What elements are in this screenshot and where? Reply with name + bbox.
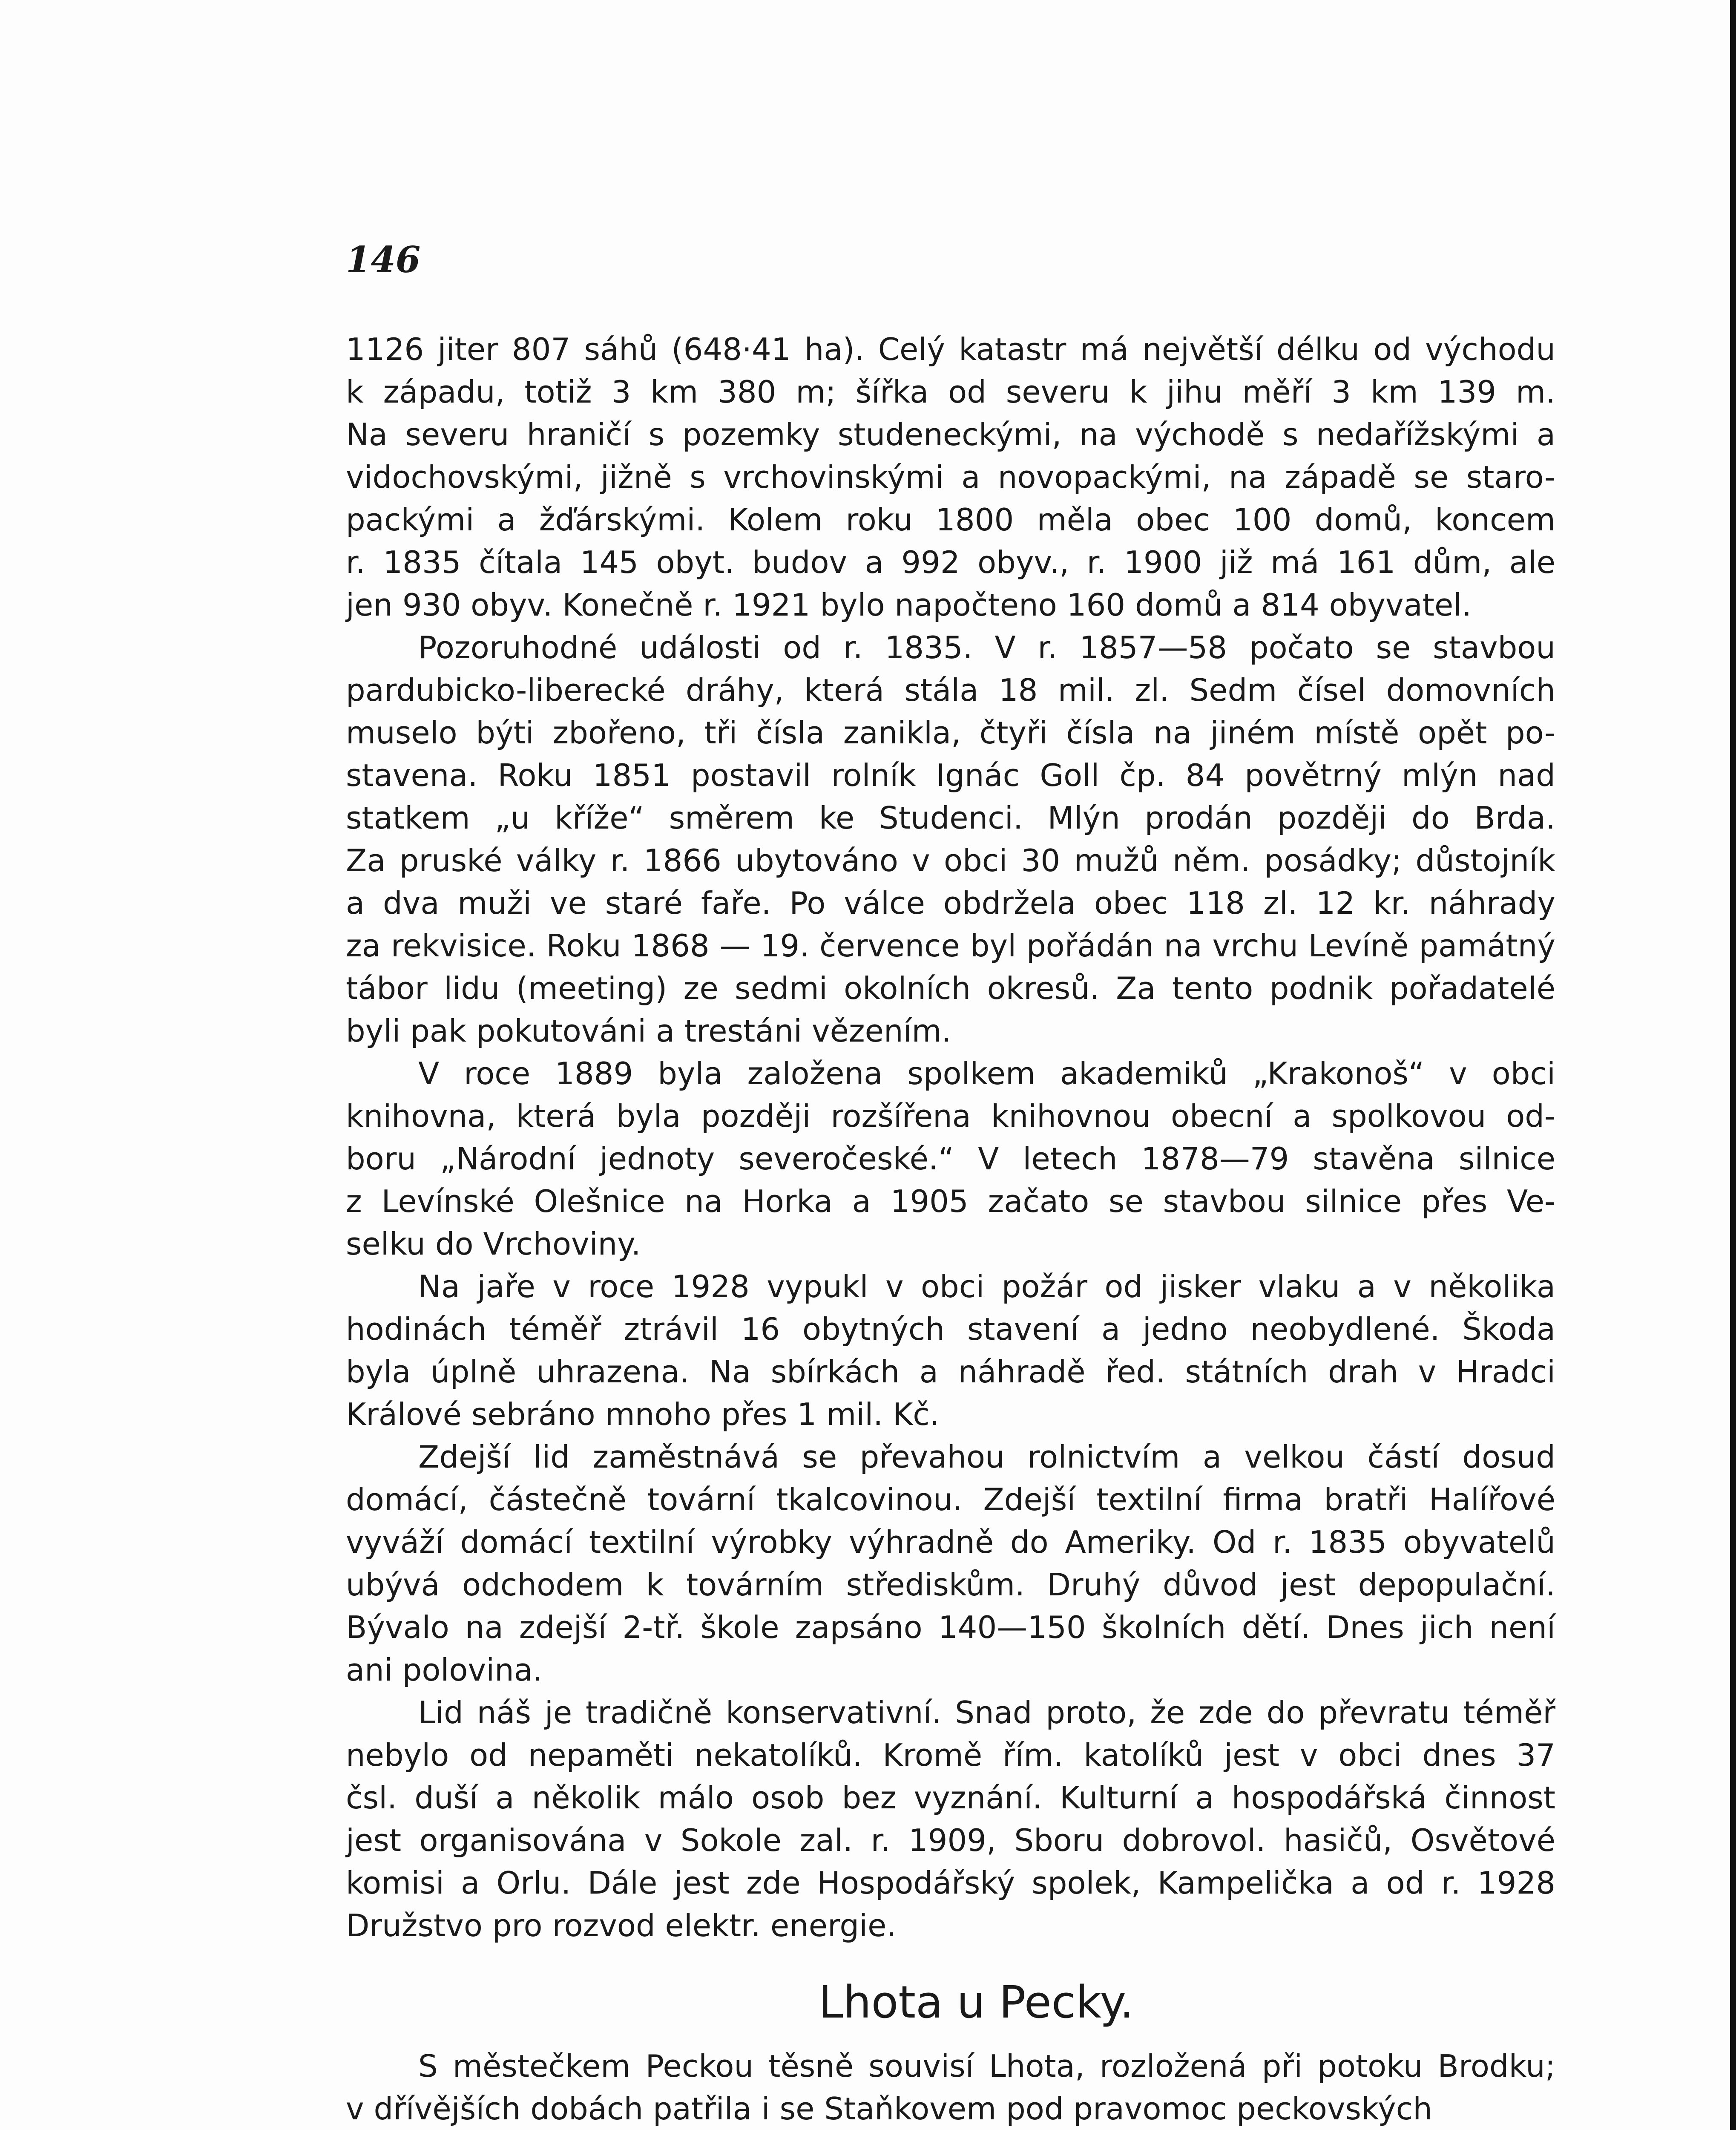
text-line: k západu, totiž 3 km 380 m; šířka od severu k jihu měří 3 km 139 m. (346, 374, 1555, 410)
paragraph (346, 1052, 1555, 1265)
text-line: nebylo od nepaměti nekatolíků. Kromě řím. katolíků jest v obci dnes 37 (346, 1737, 1555, 1773)
text-line: ubývá odchodem k továrním střediskům. Druhý důvod jest depopulační. (346, 1567, 1555, 1603)
text-line: knihovna, která byla později rozšířena knihovnou obecní a spolkovou od- (346, 1098, 1555, 1134)
text-line: byli pak pokutováni a trestáni vězením. (346, 1013, 951, 1049)
section-paragraphs (346, 2045, 1555, 2130)
text-line: Zdejší lid zaměstnává se převahou rolnictvím a velkou částí dosud (418, 1439, 1555, 1475)
paragraph (346, 1436, 1555, 1691)
text-line: v dřívějších dobách patřila i se Staňkovem pod pravomoc peckovských (346, 2091, 1433, 2127)
text-line: hodinách téměř ztrávil 16 obytných stavení a jedno neobydlené. Škoda (346, 1311, 1555, 1347)
text-line: Pozoruhodné události od r. 1835. V r. 1857—58 počato se stavbou (418, 630, 1555, 665)
paragraph (346, 1265, 1555, 1436)
text-line: selku do Vrchoviny. (346, 1226, 641, 1262)
text-line: stavena. Roku 1851 postavil rolník Ignác Goll čp. 84 povětrný mlýn nad (346, 757, 1555, 793)
text-line: muselo býti zbořeno, tři čísla zanikla, čtyři čísla na jiném místě opět po- (346, 715, 1555, 751)
text-line: r. 1835 čítala 145 obyt. budov a 992 obyv., r. 1900 již má 161 dům, ale (346, 544, 1555, 580)
text-line: vyváží domácí textilní výrobky výhradně do Ameriky. Od r. 1835 obyvatelů (346, 1524, 1555, 1560)
text-line: Na severu hraničí s pozemky studeneckými, na východě s nedařížskými a (346, 417, 1555, 452)
text-line: za rekvisice. Roku 1868 — 19. července byl pořádán na vrchu Levíně památný (346, 928, 1555, 964)
text-line: tábor lidu (meeting) ze sedmi okolních okresů. Za tento podnik pořadatelé (346, 970, 1555, 1006)
paragraphs (346, 328, 1555, 1947)
text-line: Na jaře v roce 1928 vypukl v obci požár od jisker vlaku a v několika (418, 1269, 1555, 1304)
text-line: packými a žďárskými. Kolem roku 1800 měla obec 100 domů, koncem (346, 502, 1555, 538)
paragraph (346, 2045, 1555, 2130)
text-line: S městečkem Peckou těsně souvisí Lhota, rozložená při potoku Brodku; (418, 2048, 1555, 2084)
page-number: 146 (346, 239, 421, 281)
paragraph (346, 626, 1555, 1052)
text-line: jest organisována v Sokole zal. r. 1909, Sboru dobrovol. hasičů, Osvětové (346, 1822, 1555, 1858)
text-line: 1126 jiter 807 sáhů (648·41 ha). Celý katastr má největší délku od východu (346, 331, 1555, 367)
text-line: vidochovskými, jižně s vrchovinskými a novopackými, na západě se staro- (346, 459, 1555, 495)
text-line: statkem „u kříže“ směrem ke Studenci. Mlýn prodán později do Brda. (346, 800, 1555, 836)
text-line: jen 930 obyv. Konečně r. 1921 bylo napočteno 160 domů a 814 obyvatel. (346, 587, 1472, 623)
text-line: Lid náš je tradičně konservativní. Snad proto, že zde do převratu téměř (418, 1695, 1555, 1730)
body-text (346, 328, 1555, 2130)
text-line: Za pruské války r. 1866 ubytováno v obci 30 mužů něm. posádky; důstojník (346, 843, 1555, 878)
text-line: komisi a Orlu. Dále jest zde Hospodářský spolek, Kampelička a od r. 1928 (346, 1865, 1555, 1901)
section-heading-row (346, 1947, 1555, 2045)
text-line: Bývalo na zdejší 2-tř. škole zapsáno 140—150 školních dětí. Dnes jich není (346, 1609, 1555, 1645)
text-line: byla úplně uhrazena. Na sbírkách a náhradě řed. státních drah v Hradci (346, 1354, 1555, 1390)
scan-edge (1730, 0, 1736, 2130)
text-line: z Levínské Olešnice na Horka a 1905 začato se stavbou silnice přes Ve- (346, 1183, 1555, 1219)
text-line: V roce 1889 byla založena spolkem akademiků „Krakonoš“ v obci (418, 1056, 1555, 1091)
section-heading: Lhota u Pecky. (818, 1976, 1134, 2028)
text-line: pardubicko-liberecké dráhy, která stála 18 mil. zl. Sedm čísel domovních (346, 672, 1555, 708)
text-line: boru „Národní jednoty severočeské.“ V letech 1878—79 stavěna silnice (346, 1141, 1555, 1177)
text-line: a dva muži ve staré faře. Po válce obdržela obec 118 zl. 12 kr. náhrady (346, 885, 1555, 921)
paragraph (346, 328, 1555, 626)
text-line: čsl. duší a několik málo osob bez vyznání. Kulturní a hospodářská činnost (346, 1780, 1555, 1816)
text-line: ani polovina. (346, 1652, 543, 1688)
text-line: Králové sebráno mnoho přes 1 mil. Kč. (346, 1396, 940, 1432)
text-line: Družstvo pro rozvod elektr. energie. (346, 1908, 897, 1943)
paragraph (346, 1691, 1555, 1947)
text-line: domácí, částečně tovární tkalcovinou. Zdejší textilní firma bratři Halířové (346, 1482, 1555, 1517)
